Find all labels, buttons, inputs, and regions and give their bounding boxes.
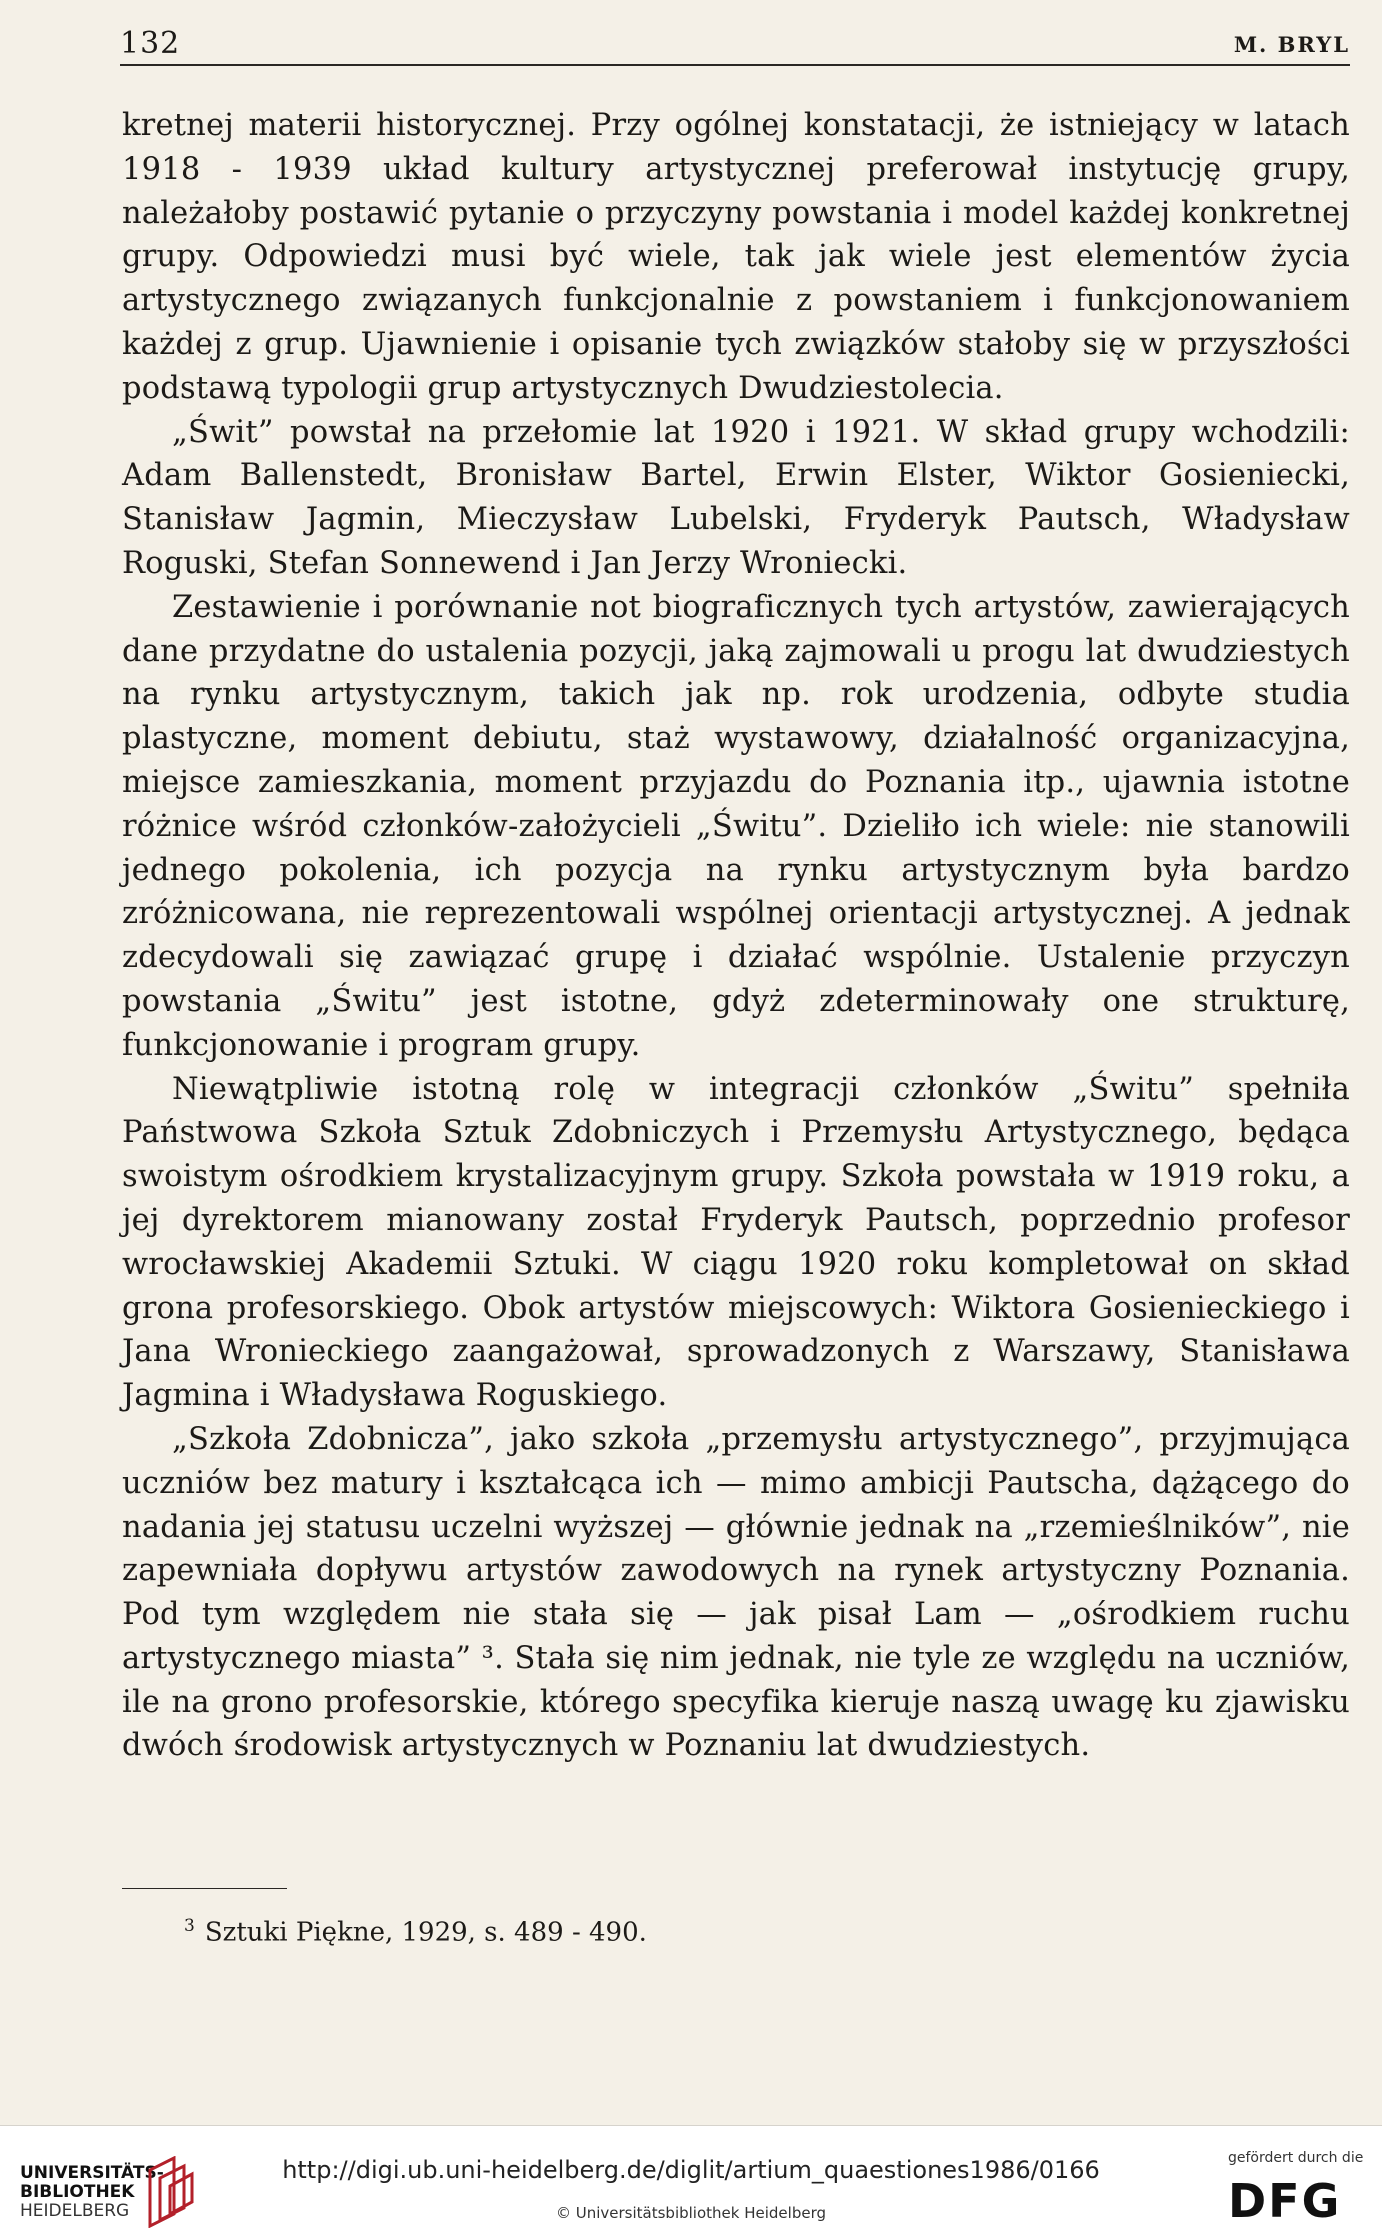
library-name-line-3: HEIDELBERG [20,2201,130,2221]
footnote-divider [122,1888,287,1889]
footnote-text: Sztuki Piękne, 1929, s. 489 - 490. [204,1917,647,1948]
paragraph-2: „Świt” powstał na przełomie lat 1920 i 1921. W skład grupy wchodzili: Adam Ballenstedt, Bronisław Bartel, Erwin Elster, Wiktor Gosieniecki, Stanisław Jagmin, Mieczysław Lubelski, Fryderyk Pautsch, Władysław Roguski, Stefan Sonnewend i Jan Jerzy Wroniecki. [122,414,1350,581]
permalink-url[interactable]: http://digi.ub.uni-heidelberg.de/diglit/artium_quaestiones1986/0166 [282,2156,1100,2184]
dfg-logo: DFG [1228,2174,1342,2228]
paragraph-4: Niewątpliwie istotną rolę w integracji członków „Świtu” spełniła Państwowa Szkoła Sztuk Zdobniczych i Przemysłu Artystycznego, będąca swoistym ośrodkiem krystalizacyjnym grupy. Szkoła powstała w 1919 roku, a jej dyrektorem mianowany został Fryderyk Pautsch, poprzednio profesor wrocławskiej Akademii Sztuki. W ciągu 1920 roku kompletował on skład grona profesorskiego. Obok artystów miejscowych: Wiktora Gosienieckiego i Jana Wronieckiego zaangażował, sprowadzonych z Warszawy, Stanisława Jagmina i Władysława Roguskiego. [122,1071,1350,1414]
footnote [184,1908,647,1951]
library-name-line-2: BIBLIOTHEK [20,2182,135,2202]
copyright-notice: © Universitätsbibliothek Heidelberg [555,2204,826,2222]
paragraph-5: „Szkoła Zdobnicza”, jako szkoła „przemysłu artystycznego”, przyjmująca uczniów bez matury i kształcąca ich — mimo ambicji Pautscha, dążącego do nadania jej statusu uczelni wyższej — głównie jednak na „rzemieślników”, nie zapewniała dopływu artystów zawodowych na rynek artystyczny Poznania. Pod tym względem nie stała się — jak pisał Lam — „ośrodkiem ruchu artystycznego miasta” ³. Stała się nim jednak, nie tyle ze względu na uczniów, ile na grono profesorskie, którego specyfika kieruje naszą uwagę ku zjawisku dwóch środowisk artystycznych w Poznaniu lat dwudziestych. [122,1421,1350,1764]
running-head: M. BRYL [1233,32,1350,57]
library-name-line-1: UNIVERSITÄTS- [20,2163,164,2183]
paragraph-1: kretnej materii historycznej. Przy ogólnej konstatacji, że istniejący w latach 1918 - 1939 układ kultury artystycznej preferował instytucję grupy, należałoby postawić pytanie o przyczyny powstania i model każdej konkretnej grupy. Odpowiedzi musi być wiele, tak jak wiele jest elementów życia artystycznego związanych funkcjonalnie z powstaniem i funkcjonowaniem każdej z grup. Ujawnienie i opisanie tych związków stałoby się w przyszłości podstawą typologii grup artystycznych Dwudziestolecia. [122,108,1350,406]
page-number: 132 [120,26,181,61]
paragraph-3: Zestawienie i porównanie not biograficznych tych artystów, zawierających dane przydatne do ustalenia pozycji, jaką zajmowali u progu lat dwudziestych na rynku artystycznym, takich jak np. rok urodzenia, odbyte studia plastyczne, moment debiutu, staż wystawowy, działalność organizacyjna, miejsce zamieszkania, moment przyjazdu do Poznania itp., ujawnia istotne różnice wśród członków-założycieli „Świtu”. Dzieliło ich wiele: nie stanowili jednego pokolenia, ich pozycja na rynku artystycznym była bardzo zróżnicowana, nie reprezentowali wspólnej orientacji artystycznej. A jednak zdecydowali się zawiązać grupę i działać wspólnie. Ustalenie przyczyn powstania „Świtu” jest istotne, gdyż zdeterminowały one strukturę, funkcjonowanie i program grupy. [122,589,1350,1063]
body-text [122,104,1350,1768]
page-header [120,22,1350,66]
viewer-footer [0,2125,1382,2238]
funder-label: gefördert durch die [1228,2150,1364,2166]
footnote-mark: 3 [184,1916,195,1936]
